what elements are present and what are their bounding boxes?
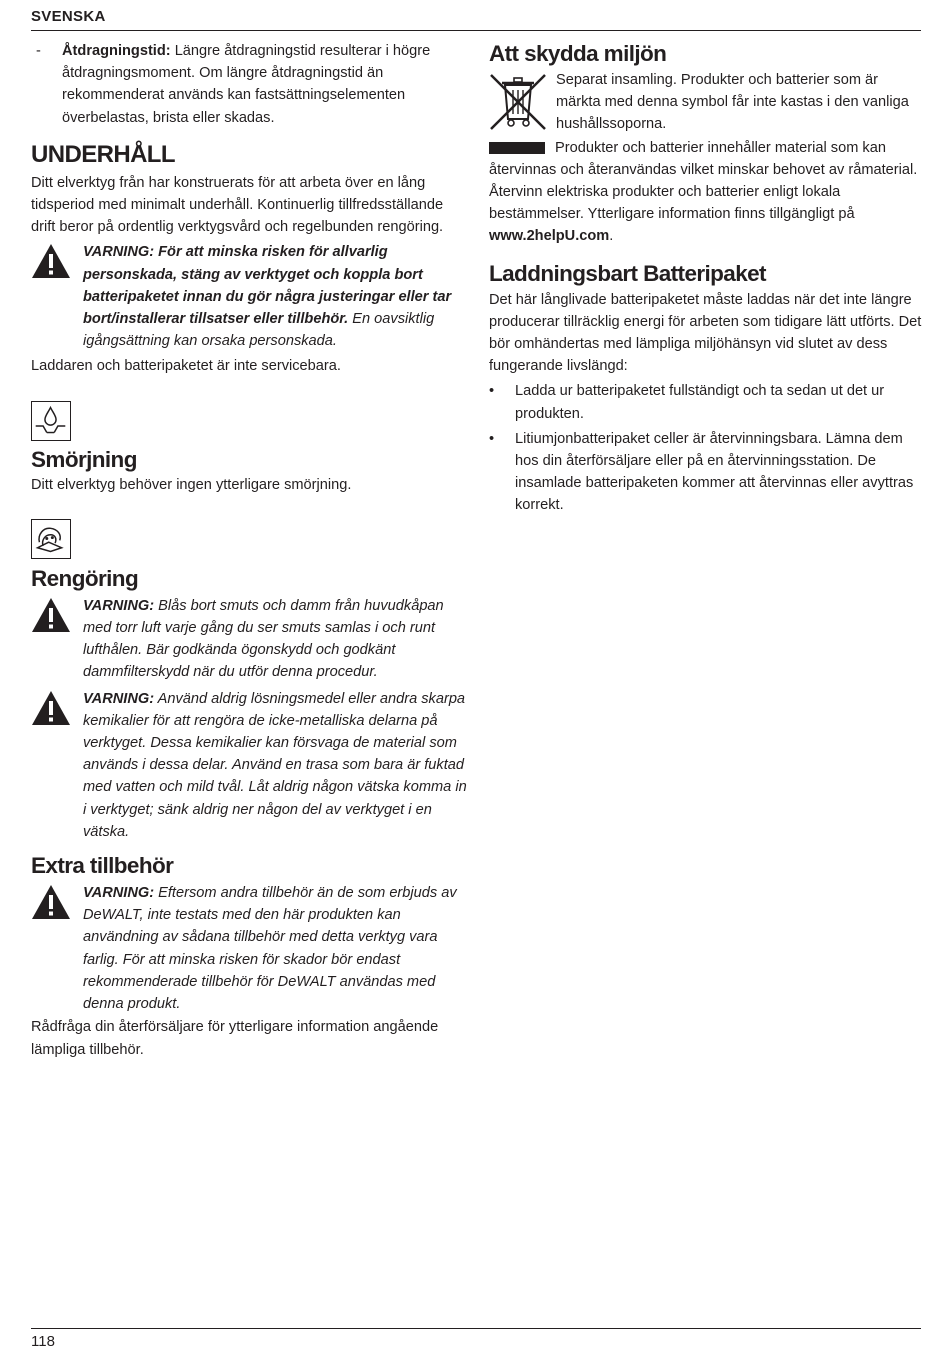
warning-triangle-icon	[31, 597, 71, 633]
battery-intro: Det här långlivade batteripaketet måste laddas när det inte längre producerar tillräcklig energi för arbeten som tidigare lätt utförts. Det bör omhändertas med lämpliga miljöhänsyn vid slutet av dess fungerande livslängd:	[489, 291, 922, 375]
environment-heading: Att skydda miljön	[489, 41, 667, 66]
page-number: 118	[31, 1333, 55, 1350]
torque-list-item	[10, 40, 471, 129]
battery-bullet-2	[489, 428, 924, 517]
battery-bullet-1-text: Ladda ur batteripaketet fullständigt och ta sedan ut det ur produkten.	[515, 383, 885, 422]
warning-triangle-icon	[31, 690, 71, 726]
cleaning-warning-2-lead: VARNING:	[83, 690, 155, 707]
recycle-paragraph	[489, 137, 924, 248]
bullet-marker: •	[489, 430, 495, 447]
cleaning-pictogram	[31, 519, 71, 559]
cleaning-warning-1-text	[83, 595, 471, 684]
recycle-text-end: .	[609, 228, 614, 245]
torque-text: Längre åtdragningstid resulterar i högre åtdragningsmoment. Om längre åtdragningstid än rekommenderat används kan fastsättningselementen överbelastas, brista eller skadas.	[62, 43, 431, 126]
footer-rule	[31, 1328, 921, 1329]
accessories-note: Rådfråga din återförsäljare för ytterligare information angående lämpliga tillbehör.	[31, 1019, 439, 1058]
black-bar-icon	[489, 142, 545, 154]
bullet-marker: •	[489, 383, 495, 400]
right-column	[489, 40, 924, 517]
warning-triangle-icon	[31, 884, 71, 920]
maintenance-warning-rest: En oavsiktlig igångsättning kan orsaka personskada.	[83, 311, 435, 350]
torque-paragraph	[62, 40, 471, 129]
dash-marker: -	[36, 43, 41, 59]
service-note: Laddaren och batteripaketet är inte servicebara.	[31, 358, 341, 375]
left-column	[31, 40, 471, 1061]
cleaning-warning-1-lead: VARNING:	[83, 597, 155, 614]
cleaning-warning-1-body: Blås bort smuts och damm från huvudkåpan med torr luft varje gång du ser smuts samlas i och runt lufthålen. Bär godkända ögonskydd och godkänt dammfilterskydd när du utför denna procedur.	[83, 597, 444, 681]
recycle-text: Produkter och batterier innehåller material som kan återvinnas och återanvändas vilket minskar behovet av råmaterial. Återvinn elektriska produkter och batterier enligt lokala bestämmelser. Ytterligare information finns tillgängligt på	[489, 139, 918, 223]
accessories-warning-text	[83, 882, 471, 1015]
lubrication-heading: Smörjning	[31, 446, 137, 472]
maintenance-warning	[31, 241, 471, 352]
lubrication-icon	[32, 402, 69, 439]
help-link[interactable]: www.2helpU.com	[489, 228, 610, 245]
maintenance-warning-text	[83, 241, 471, 352]
cleaning-icon	[32, 520, 69, 557]
accessories-warning-body: Eftersom andra tillbehör än de som erbjuds av DeWALT, inte testats med den här produkten kan användning av sådana tillbehör med detta verktyg vara farlig. För att minska risken för skador bör endast rekommenderade tillbehör för DeWALT användas med denna produkt.	[83, 885, 457, 1013]
accessories-warning-lead: VARNING:	[83, 885, 155, 902]
maintenance-intro: Ditt elverktyg från har konstruerats för att arbeta över en lång tidsperiod med minimalt underhåll. Kontinuerlig tillfredsställande drift beror på ordentlig verktygsvård och regelbunden rengöring.	[31, 174, 444, 236]
accessories-warning	[31, 882, 471, 1015]
torque-term: Åtdragningstid:	[62, 43, 171, 59]
language-label: SVENSKA	[31, 8, 106, 25]
crossed-out-bin-icon	[489, 71, 547, 133]
cleaning-warning-1	[31, 595, 471, 684]
accessories-heading: Extra tillbehör	[31, 853, 174, 879]
lubrication-pictogram	[31, 401, 71, 441]
separate-collection-text: Separat insamling. Produkter och batterier som är märkta med denna symbol får inte kastas i den vanliga hushållssoporna.	[556, 72, 909, 133]
cleaning-warning-2	[31, 688, 471, 843]
lubrication-text: Ditt elverktyg behöver ingen ytterligare smörjning.	[31, 476, 352, 493]
cleaning-warning-2-text	[83, 688, 471, 843]
page-header	[31, 8, 921, 31]
maintenance-warning-bold: VARNING: För att minska risken för allvarlig personskada, stäng av verktyget och koppla bort batteripaketet innan du gör några justeringar eller tar bort/installerar tillsatser eller tillbehör.	[83, 244, 452, 328]
warning-triangle-icon	[31, 243, 71, 279]
cleaning-heading: Rengöring	[31, 565, 139, 591]
cleaning-warning-2-body: Använd aldrig lösningsmedel eller andra skarpa kemikalier för att rengöra de icke-metalliska delarna på verktyget. Dessa kemikalier kan försvaga de material som används i dessa delar. Använd en trasa som bara är fuktad med vatten och mild tvål. Låt aldrig någon vätska komma in i verktyget; sänk aldrig ner någon del av verktyget i en vätska.	[83, 690, 467, 840]
maintenance-heading: UNDERHÅLL	[31, 140, 175, 168]
separate-collection-block	[489, 69, 924, 136]
battery-bullet-2-text: Litiumjonbatteripaket celler är återvinningsbara. Lämna dem hos din återförsäljare eller på en återvinningsstation. De insamlade batteripaketen kommer att återvinnas eller avyttras korrekt.	[515, 430, 914, 514]
battery-bullet-1	[489, 380, 924, 424]
battery-heading: Laddningsbart Batteripaket	[489, 260, 766, 286]
